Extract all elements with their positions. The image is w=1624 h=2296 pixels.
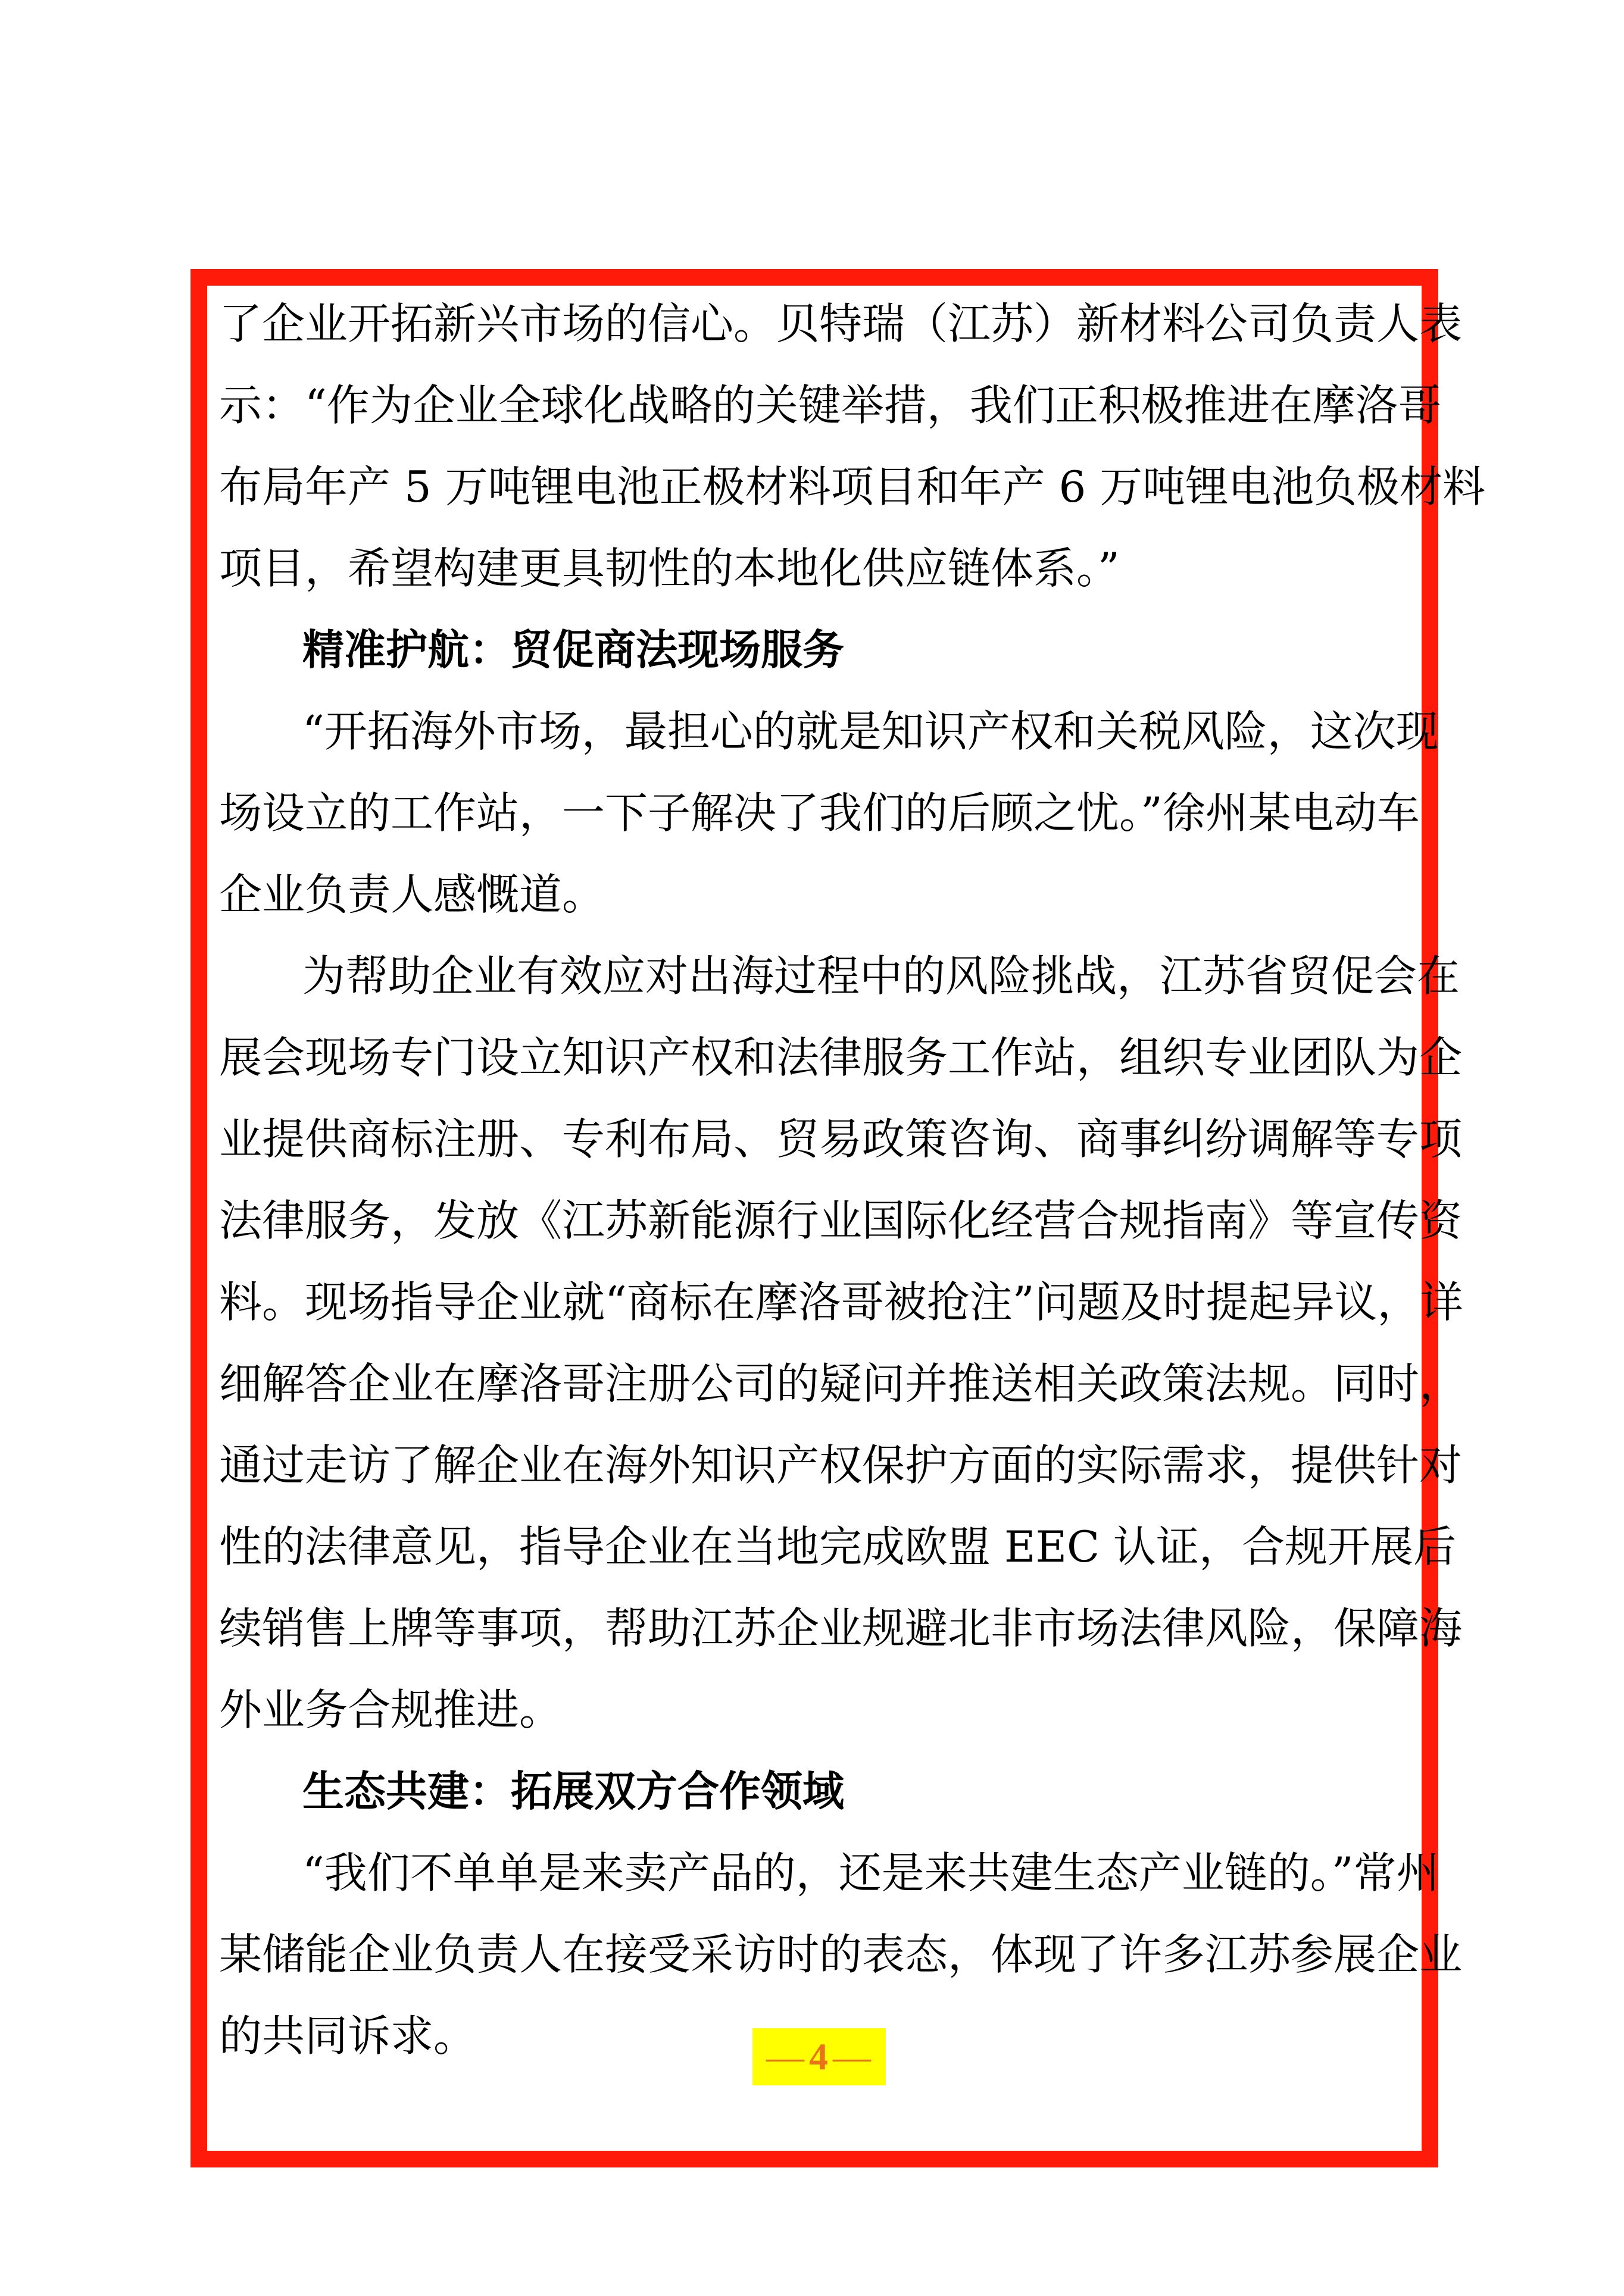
text-line: “开拓海外市场，最担心的就是知识产权和关税风险，这次现	[302, 706, 1439, 756]
text-line: 业提供商标注册、专利布局、贸易政策咨询、商事纠纷调解等专项	[219, 1114, 1463, 1164]
section-heading: 生态共建：拓展双方合作领域	[302, 1767, 844, 1816]
page-number-badge	[752, 2028, 886, 2085]
text-line: 续销售上牌等事项，帮助江苏企业规避北非市场法律风险，保障海	[219, 1603, 1463, 1653]
text-line: 了企业开拓新兴市场的信心。贝特瑞（江苏）新材料公司负责人表	[219, 299, 1463, 349]
text-line: 为帮助企业有效应对出海过程中的风险挑战，江苏省贸促会在	[302, 951, 1460, 1001]
text-line: 某储能企业负责人在接受采访时的表态，体现了许多江苏参展企业	[219, 1929, 1463, 1979]
paragraph	[219, 936, 1463, 1751]
text-line: 展会现场专门设立知识产权和法律服务工作站，组织专业团队为企	[219, 1033, 1463, 1083]
text-line: 性的法律意见，指导企业在当地完成欧盟 EEC 认证，合规开展后	[219, 1522, 1456, 1572]
text-line: 通过走访了解企业在海外知识产权保护方面的实际需求，提供针对	[219, 1440, 1463, 1490]
text-line: 法律服务，发放《江苏新能源行业国际化经营合规指南》等宣传资	[219, 1196, 1463, 1246]
document-body	[219, 283, 1486, 2077]
text-line: 企业负责人感慨道。	[219, 869, 605, 919]
paragraph	[219, 691, 1439, 936]
text-line: 料。现场指导企业就“商标在摩洛哥被抢注”问题及时提起异议，详	[219, 1277, 1463, 1327]
text-line: 项目，希望构建更具韧性的本地化供应链体系。”	[219, 543, 1120, 593]
page-number-dash-left: —	[766, 2035, 805, 2078]
text-line: 示：“作为企业全球化战略的关键举措，我们正积极推进在摩洛哥	[219, 380, 1441, 430]
text-line: 外业务合规推进。	[219, 1685, 563, 1735]
page-number-dash-right: —	[833, 2035, 872, 2078]
page-number: 4	[809, 2035, 829, 2078]
paragraph	[219, 283, 1486, 609]
section-heading: 精准护航：贸促商法现场服务	[302, 625, 844, 674]
text-line: 细解答企业在摩洛哥注册公司的疑问并推送相关政策法规。同时，	[219, 1359, 1463, 1409]
text-line: 的共同诉求。	[219, 2011, 477, 2061]
text-line: “我们不单单是来卖产品的，还是来共建生态产业链的。”常州	[302, 1848, 1439, 1898]
text-line: 场设立的工作站，一下子解决了我们的后顾之忧。”徐州某电动车	[219, 788, 1420, 838]
text-line: 布局年产 5 万吨锂电池正极材料项目和年产 6 万吨锂电池负极材料	[219, 462, 1486, 512]
